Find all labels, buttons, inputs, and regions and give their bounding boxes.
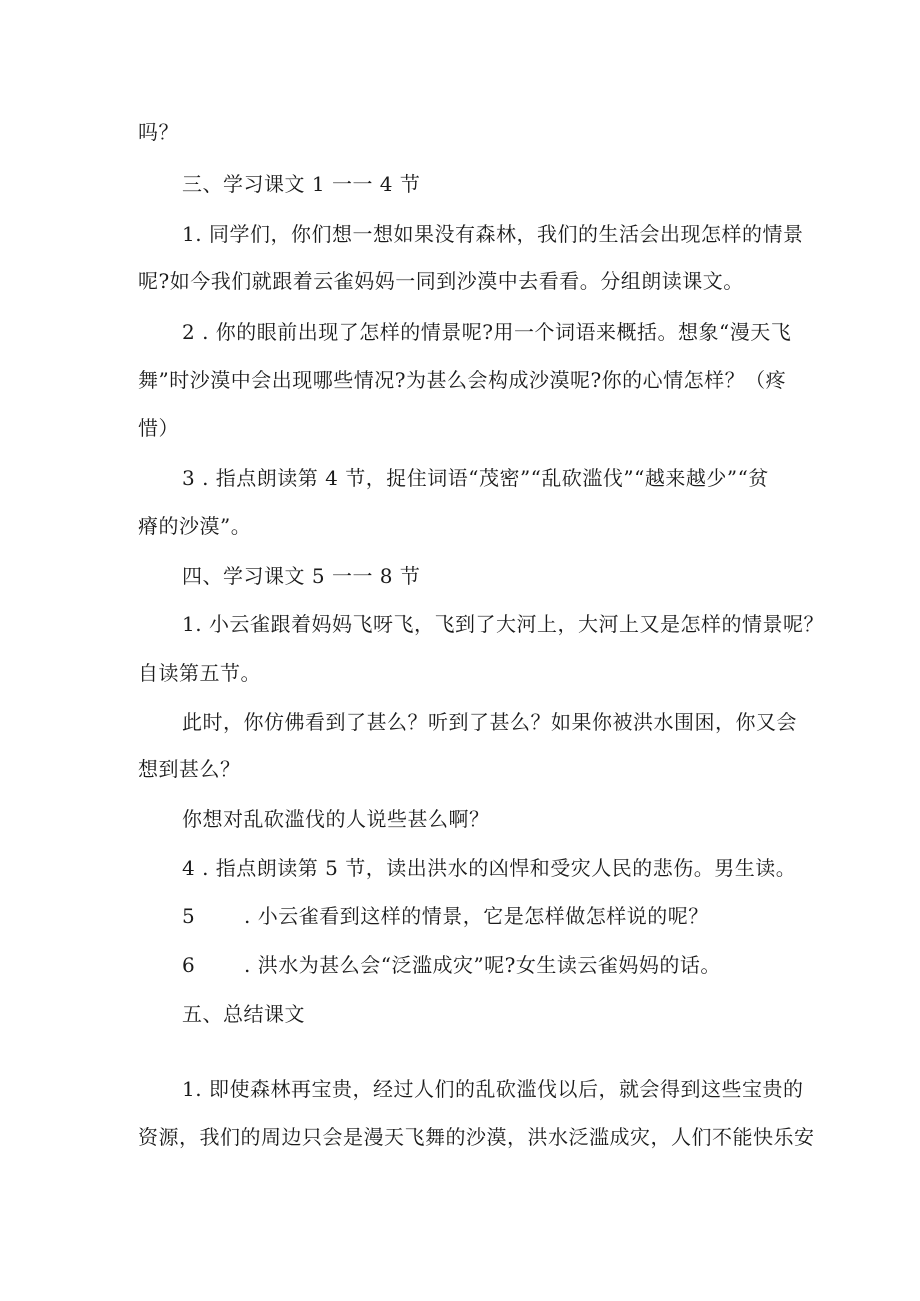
- text-line-11: 1. 小云雀跟着妈妈飞呀飞，飞到了大河上，大河上又是怎样的情景呢？: [182, 612, 824, 636]
- text-line-6: 舞”时沙漠中会出现哪些情况?为甚么会构成沙漠呢?你的心情怎样？（疼: [138, 368, 787, 392]
- section-heading-4: 四、学习课文 5 一一 8 节: [182, 564, 421, 588]
- text-line-7: 惜）: [138, 416, 179, 440]
- text-line-3: 1. 同学们，你们想一想如果没有森林，我们的生活会出现怎样的情景: [182, 222, 804, 246]
- text-line-21: 资源，我们的周边只会是漫天飞舞的沙漠，洪水泛滥成灾，人们不能快乐安: [138, 1125, 815, 1149]
- text-line-12: 自读第五节。: [138, 661, 261, 685]
- text-line-4: 呢?如今我们就跟着云雀妈妈一同到沙漠中去看看。分组朗读课文。: [138, 269, 744, 293]
- text-line-1: 吗？: [138, 120, 179, 144]
- item-text-6: . 洪水为甚么会“泛滥成灾”呢?女生读云雀妈妈的话。: [244, 953, 721, 977]
- item-number-5: 5: [182, 904, 196, 928]
- item-number-6: 6: [182, 953, 196, 977]
- text-line-14: 想到甚么？: [138, 757, 241, 781]
- text-line-20: 1. 即使森林再宝贵，经过人们的乱砍滥伐以后，就会得到这些宝贵的: [182, 1077, 804, 1101]
- text-line-5: 2 . 你的眼前出现了怎样的情景呢?用一个词语来概括。想象“漫天飞: [182, 320, 792, 344]
- section-heading-3: 三、学习课文 1 一一 4 节: [182, 172, 421, 196]
- text-line-18: [182, 951, 721, 979]
- section-heading-5: 五、总结课文: [182, 1002, 305, 1026]
- text-line-8: 3 . 指点朗读第 4 节，捉住词语“茂密”“乱砍滥伐”“越来越少”“贫: [182, 466, 769, 490]
- item-text-5: . 小云雀看到这样的情景，它是怎样做怎样说的呢？: [244, 904, 709, 928]
- text-line-16: 4 . 指点朗读第 5 节，读出洪水的凶悍和受灾人民的悲伤。男生读。: [182, 856, 797, 880]
- text-line-9: 瘠的沙漠”。: [138, 514, 252, 538]
- text-line-15: 你想对乱砍滥伐的人说些甚么啊？: [182, 807, 490, 831]
- text-line-13: 此时，你仿佛看到了甚么？听到了甚么？如果你被洪水围困，你又会: [182, 710, 797, 734]
- text-line-17: [182, 902, 709, 930]
